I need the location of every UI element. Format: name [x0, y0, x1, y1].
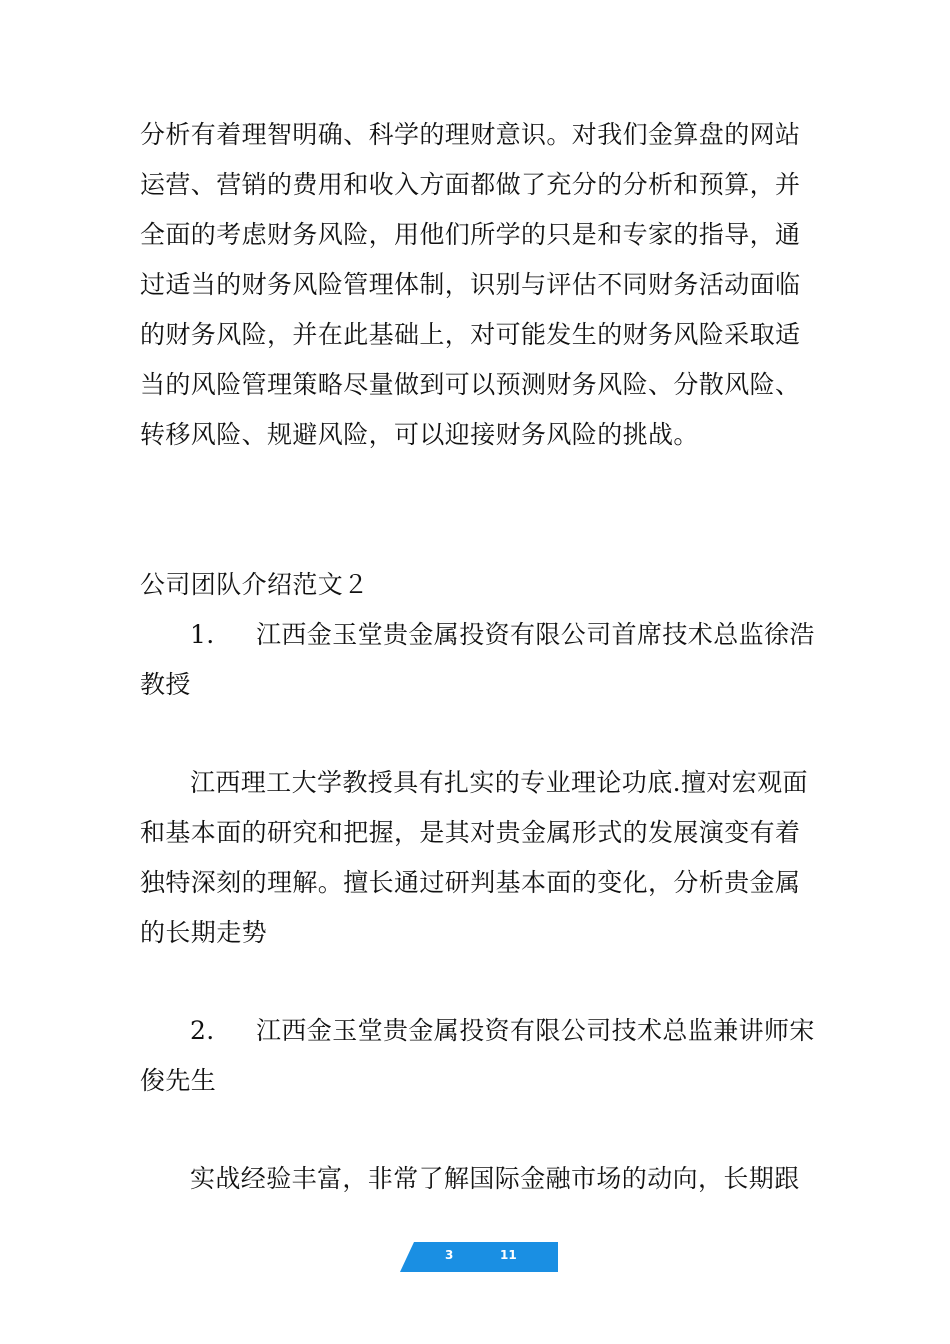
page-number-badge: [400, 1242, 558, 1272]
list-item-number: 2.: [190, 1016, 215, 1045]
list-item-number: 1.: [190, 620, 215, 649]
list-item-title: 江西金玉堂贵金属投资有限公司首席技术总监徐浩教授: [140, 620, 815, 699]
body-paragraph: 江西理工大学教授具有扎实的专业理论功底.擅对宏观面和基本面的研究和把握，是其对贵金属形式的发展演变有着独特深刻的理解。擅长通过研判基本面的变化，分析贵金属的长期走势: [140, 768, 808, 947]
total-pages-number: 11: [500, 1248, 517, 1262]
list-item: [140, 1006, 820, 1106]
current-page-number: 3: [445, 1248, 454, 1262]
body-paragraph: 分析有着理智明确、科学的理财意识。对我们金算盘的网站运营、营销的费用和收入方面都做了充分的分析和预算，并全面的考虑财务风险，用他们所学的只是和专家的指导，通过适当的财务风险管理体制，识别与评估不同财务活动面临的财务风险，并在此基础上，对可能发生的财务风险采取适当的风险管理策略尽量做到可以预测财务风险、分散风险、转移风险、规避风险，可以迎接财务风险的挑战。: [140, 120, 801, 449]
page-badge-shape: [400, 1242, 558, 1272]
body-paragraph: 实战经验丰富，非常了解国际金融市场的动向，长期跟: [190, 1164, 800, 1193]
list-item: [140, 610, 820, 710]
section-heading: 公司团队介绍范文２: [140, 570, 369, 599]
list-item-title: 江西金玉堂贵金属投资有限公司技术总监兼讲师宋俊先生: [140, 1016, 815, 1095]
